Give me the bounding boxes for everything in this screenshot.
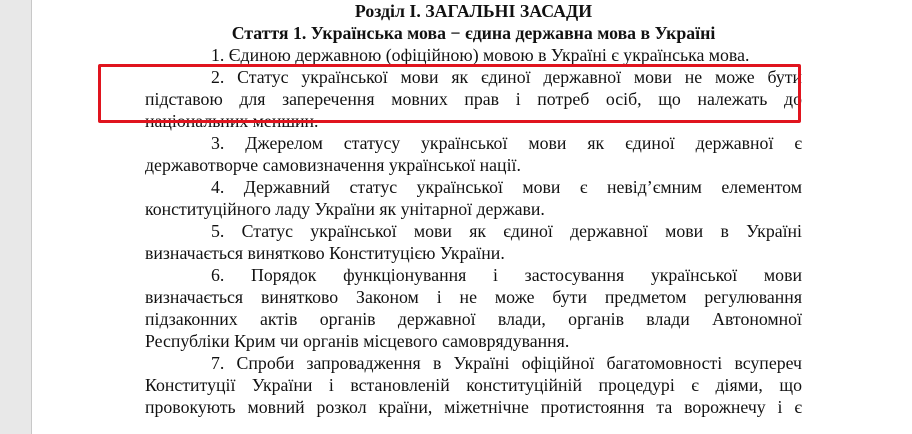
highlight-annotation-box (98, 64, 801, 123)
paragraph-line: конституційного ладу України як унітарної держави. (145, 199, 545, 219)
paragraph-line: 1. Єдиною державною (офіційною) мовою в Україні є українська мова. (211, 45, 750, 65)
paragraph-line: національних меншин. (145, 111, 319, 131)
paragraph-line: державотворче самовизначення української нації. (145, 155, 521, 175)
paragraph-line: 5. Статус української мови як єдиної державної мови в Україні (211, 221, 802, 241)
paragraph-line: 2. Статус української мови як єдиної державної мови не може бути (211, 67, 802, 87)
section-title: Розділ І. ЗАГАЛЬНІ ЗАСАДИ (354, 1, 593, 21)
article-title: Стаття 1. Українська мова − єдина державна мова в Україні (231, 23, 716, 43)
paragraph-line: Конституції України і встановленій конституційній процедурі є діями, що (145, 375, 802, 395)
paragraph-line: 4. Державний статус української мови є невід’ємним елементом (211, 177, 802, 197)
paragraph-line: підставою для заперечення мовних прав і потреб осіб, що належать до (145, 89, 802, 109)
paragraph-line: підзаконних актів органів державної влади, органів влади Автономної (145, 309, 802, 329)
paragraph-line: 3. Джерелом статусу української мови як єдиної державної є (211, 133, 802, 153)
paragraph-line: Республіки Крим чи органів місцевого самоврядування. (145, 331, 570, 351)
paragraph-line: 6. Порядок функціонування і застосування української мови (211, 265, 802, 285)
paragraph-line: визначається винятково Законом і не може бути предметом регулювання (145, 287, 802, 307)
paragraph-line: провокують мовний розкол країни, міжетнічне протистояння та ворожнечу і є (145, 397, 802, 417)
paragraph-line: 7. Спроби запровадження в Україні офіційної багатомовності всупереч (211, 353, 802, 373)
paragraph-line: визначається винятково Конституцією України. (145, 243, 505, 263)
